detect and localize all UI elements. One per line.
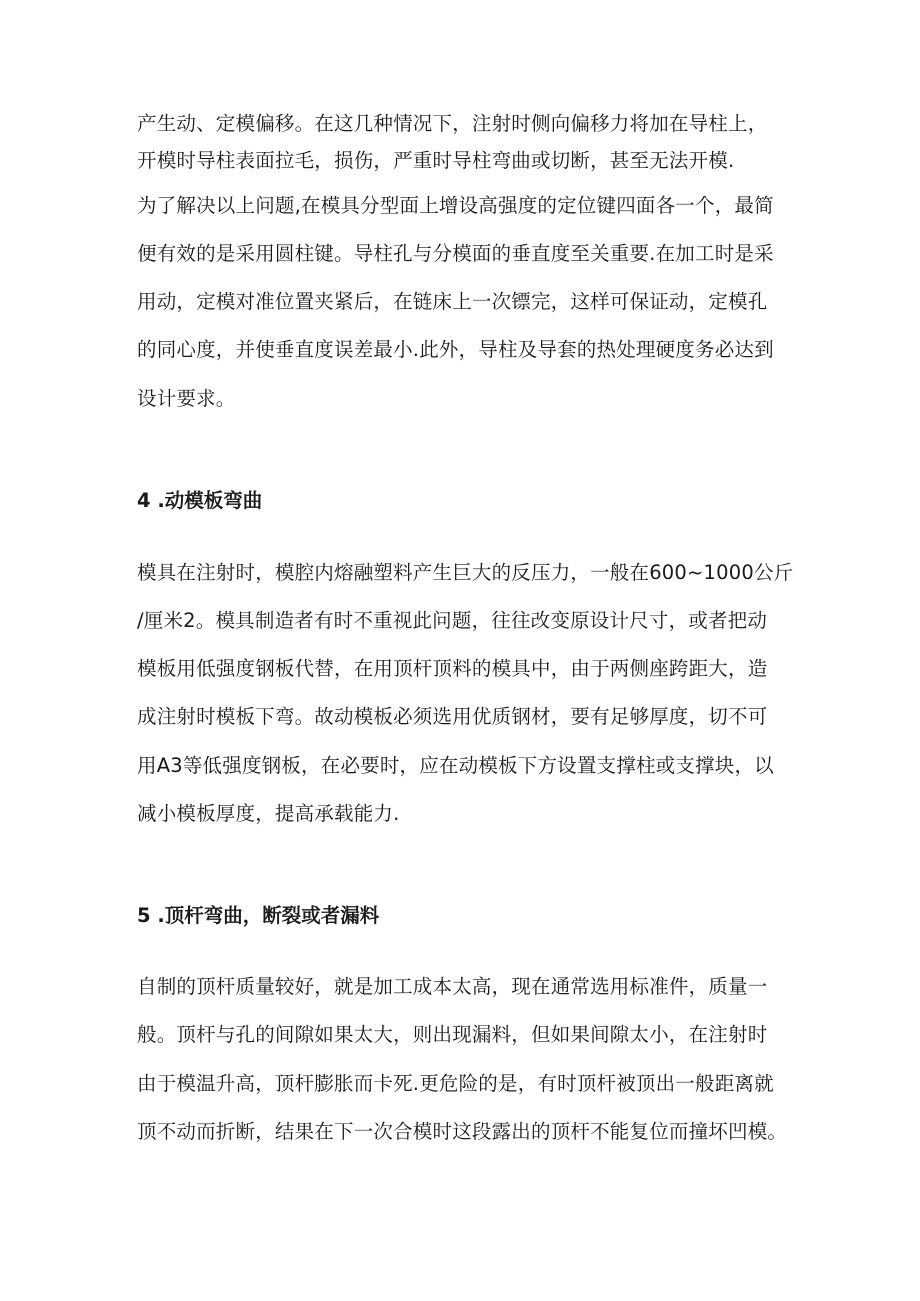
section-heading-5: 5 .顶杆弯曲，断裂或者漏料 xyxy=(137,904,380,927)
text-line: 般。顶杆与孔的间隙如果太大，则出现漏料，但如果间隙太小，在注射时 xyxy=(137,1023,768,1046)
text-line: 开模时导柱表面拉毛，损伤，严重时导柱弯曲或切断，甚至无法开模. xyxy=(137,149,735,172)
text-line: 模板用低强度钢板代替，在用顶杆顶料的模具中，由于两侧座跨距大，造 xyxy=(137,657,768,680)
text-line: 为了解决以上问题,在模具分型面上增设高强度的定位键四面各一个，最简 xyxy=(137,194,774,217)
section-heading-4: 4 .动模板弯曲 xyxy=(137,489,263,512)
text-line: /厘米2。模具制造者有时不重视此问题，往往改变原设计尺寸，或者把动 xyxy=(137,609,768,632)
text-line: 的同心度，并使垂直度误差最小.此外，导柱及导套的热处理硬度务必达到 xyxy=(137,338,774,361)
text-line: 便有效的是采用圆柱键。导柱孔与分模面的垂直度至关重要.在加工时是采 xyxy=(137,242,774,265)
text-line: 减小模板厚度，提高承载能力. xyxy=(137,802,400,825)
text-line: 顶不动而折断，结果在下一次合模时这段露出的顶杆不能复位而撞坏凹模。 xyxy=(137,1120,788,1143)
text-line: 设计要求。 xyxy=(137,387,236,410)
text-line: 由于模温升高，顶杆膨胀而卡死.更危险的是，有时顶杆被顶出一般距离就 xyxy=(137,1072,774,1095)
text-line: 模具在注射时，模腔内熔融塑料产生巨大的反压力，一般在600~1000公斤 xyxy=(137,561,794,584)
text-line: 成注射时模板下弯。故动模板必须选用优质钢材，要有足够厚度，切不可 xyxy=(137,705,768,728)
text-line: 用动，定模对准位置夹紧后，在链床上一次镖完，这样可保证动，定模孔 xyxy=(137,290,768,313)
text-line: 用A3等低强度钢板，在必要时，应在动模板下方设置支撑柱或支撑块，以 xyxy=(137,754,774,777)
text-line: 自制的顶杆质量较好，就是加工成本太高，现在通常选用标准件，质量一 xyxy=(137,975,768,998)
text-line: 产生动、定模偏移。在这几种情况下，注射时侧向偏移力将加在导柱上， xyxy=(137,112,768,135)
